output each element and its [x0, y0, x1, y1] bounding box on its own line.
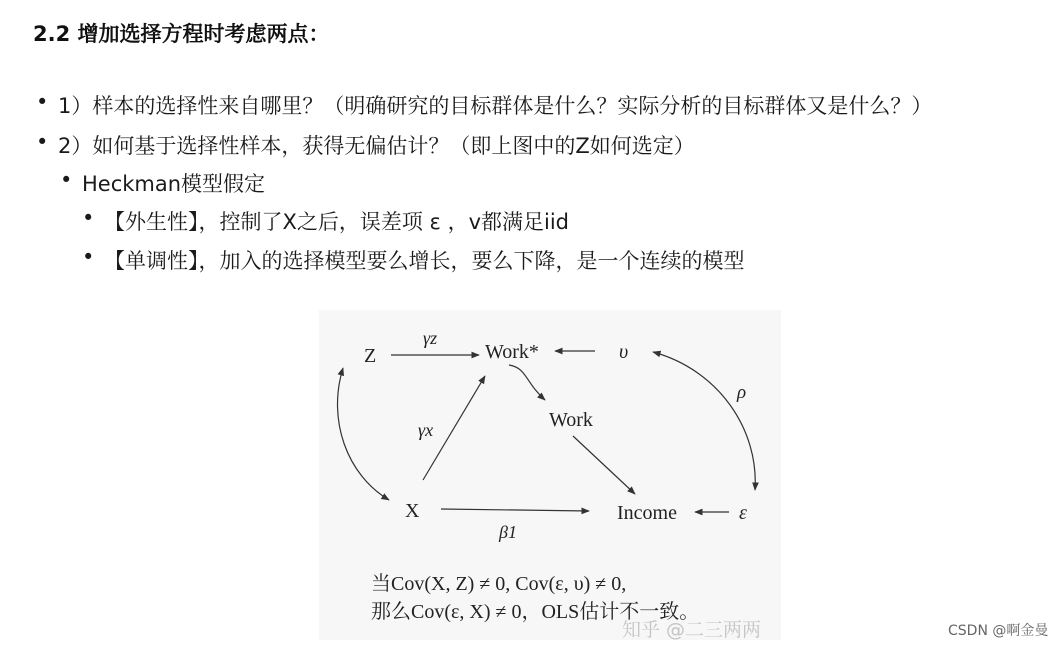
bullet-dot: •	[82, 206, 95, 230]
edge-z-x-correlation	[338, 368, 389, 500]
node-work: Work	[549, 409, 593, 431]
heckman-diagram	[319, 310, 781, 640]
list-item-text: Heckman模型假定	[82, 172, 266, 196]
list-item-2	[36, 130, 695, 160]
bullet-dot: •	[60, 168, 73, 192]
bullet-dot: •	[36, 130, 49, 154]
list-item-1	[36, 90, 933, 120]
bullet-dot: •	[36, 90, 49, 114]
node-v: υ	[619, 341, 629, 363]
label-beta1: β1	[499, 522, 517, 542]
node-epsilon: ε	[739, 502, 747, 524]
label-rho: ρ	[737, 382, 747, 403]
sub-sub-list-item-1	[82, 206, 570, 236]
node-x: X	[405, 500, 420, 522]
edge-v-epsilon-correlation	[653, 352, 755, 490]
node-work-star: Work*	[485, 341, 539, 363]
edge-work-to-income	[573, 436, 635, 494]
node-income: Income	[617, 502, 677, 524]
list-item-text: 【外生性】，控制了X之后，误差项 ε ，v都满足iid	[104, 210, 570, 234]
node-z: Z	[364, 345, 377, 367]
caption-line-2: 那么Cov(ε, X) ≠ 0，OLS估计不一致。	[371, 601, 700, 623]
list-item-text: 2）如何基于选择性样本，获得无偏估计？（即上图中的Z如何选定）	[58, 134, 695, 158]
list-item-text: 1）样本的选择性来自哪里？（明确研究的目标群体是什么？实际分析的目标群体又是什么？）	[58, 94, 933, 118]
section-heading: 2.2 增加选择方程时考虑两点：	[33, 22, 330, 46]
zhihu-watermark: 知乎 @二三两两	[622, 619, 762, 641]
caption-line-1: 当Cov(X, Z) ≠ 0, Cov(ε, υ) ≠ 0,	[371, 573, 627, 595]
sub-list-item	[60, 168, 266, 198]
sub-sub-list-item-2	[82, 245, 745, 275]
label-gamma-x: γx	[418, 420, 434, 440]
csdn-watermark: CSDN @啊金曼	[948, 623, 1049, 639]
bullet-dot: •	[82, 245, 95, 269]
heckman-diagram-figure	[319, 310, 781, 640]
label-gamma-z: γz	[423, 328, 438, 348]
list-item-text: 【单调性】，加入的选择模型要么增长，要么下降，是一个连续的模型	[104, 249, 745, 273]
edge-x-to-income	[441, 509, 589, 511]
edge-workstar-to-work	[509, 365, 545, 400]
